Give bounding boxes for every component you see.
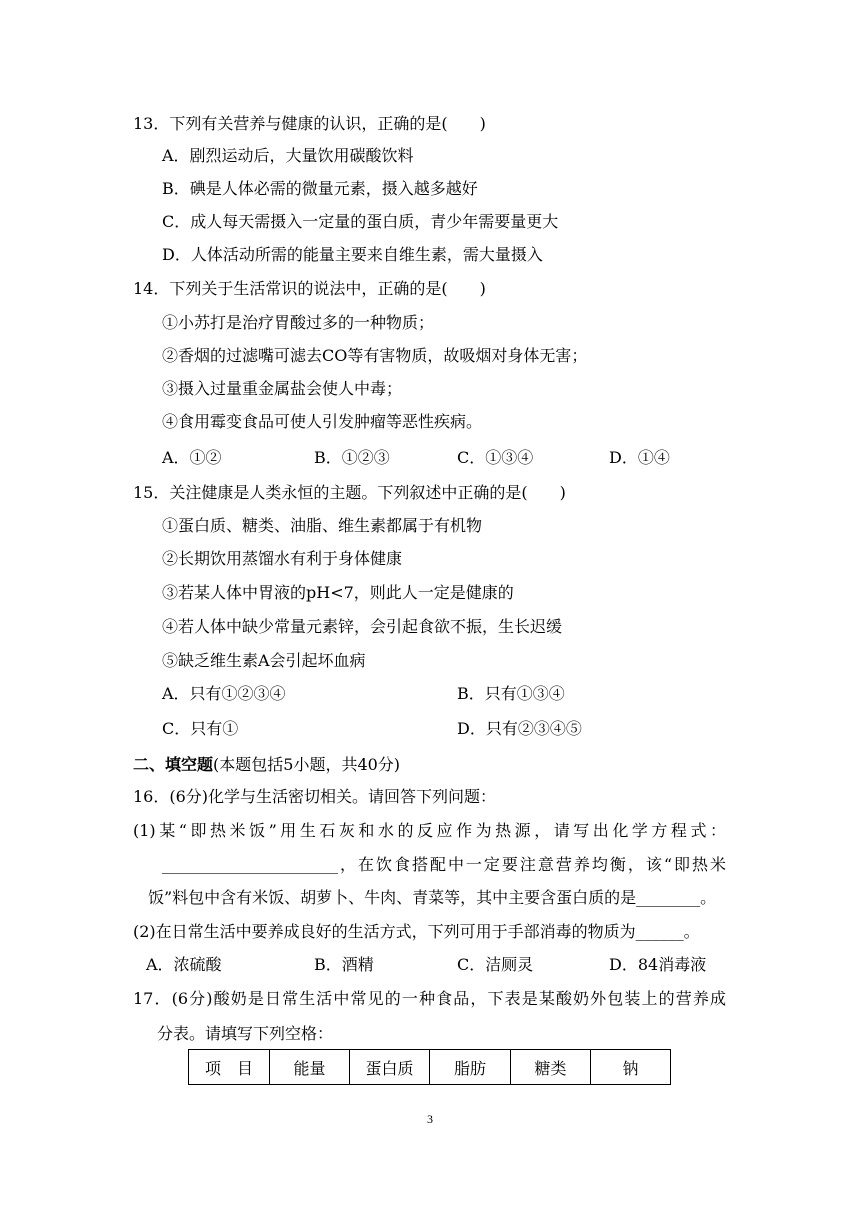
q16-part1-line2: ______________________，在饮食搭配中一定要注意营养均衡，该“即热米: [162, 855, 726, 874]
q15-stem: 15．关注健康是人类永恒的主题。下列叙述中正确的是( ): [133, 483, 566, 502]
table-header-cell: 脂肪: [430, 1050, 511, 1085]
q15-statement-2: ②长期饮用蒸馏水有利于身体健康: [162, 549, 403, 568]
q15-statement-3: ③若某人体中胃液的pH<7，则此人一定是健康的: [162, 583, 514, 602]
section-title: 二、填空题: [133, 755, 214, 774]
section-note: (本题包括5小题，共40分): [213, 755, 401, 774]
q13-stem: 13．下列有关营养与健康的认识，正确的是( ): [133, 114, 486, 133]
table-header-cell: 钠: [591, 1050, 671, 1085]
q15-option-d: D．只有②③④⑤: [457, 719, 582, 738]
q13-option-d: D．人体活动所需的能量主要来自维生素，需大量摄入: [162, 245, 543, 264]
q15-statement-4: ④若人体中缺少常量元素锌，会引起食欲不振，生长迟缓: [162, 617, 563, 636]
q16-stem: 16．(6分)化学与生活密切相关。请回答下列问题：: [133, 787, 497, 806]
q14-option-c: C．①③④: [457, 448, 534, 467]
q16-part1-line3: 饭”料包中含有米饭、胡萝卜、牛肉、青菜等，其中主要含蛋白质的是________。: [148, 888, 717, 907]
table-header-row: [189, 1050, 671, 1085]
q14-option-d: D．①④: [609, 448, 670, 467]
q15-option-c: C．只有①: [162, 719, 239, 738]
q16-option-b: B．酒精: [314, 955, 374, 974]
q14-statement-3: ③摄入过量重金属盐会使人中毒；: [162, 379, 403, 398]
q15-option-b: B．只有①③④: [457, 684, 565, 703]
table-header-cell: 糖类: [511, 1050, 591, 1085]
q15-statement-5: ⑤缺乏维生素A会引起坏血病: [162, 651, 366, 670]
q14-option-a: A．①②: [162, 448, 222, 467]
q14-option-b: B．①②③: [314, 448, 390, 467]
page-number: 3: [427, 1112, 433, 1126]
q13-option-b: B．碘是人体必需的微量元素，摄入越多越好: [162, 179, 478, 198]
table-header-cell: 项 目: [189, 1050, 270, 1085]
q16-part2: (2)在日常生活中要养成良好的生活方式，下列可用于手部消毒的物质为______。: [133, 922, 700, 941]
q13-option-c: C．成人每天需摄入一定量的蛋白质，青少年需要量更大: [162, 212, 559, 231]
q14-stem: 14．下列关于生活常识的说法中，正确的是( ): [133, 279, 486, 298]
q14-statement-2: ②香烟的过滤嘴可滤去CO等有害物质，故吸烟对身体无害；: [162, 346, 588, 365]
q17-stem-line1: 17．(6分)酸奶是日常生活中常见的一种食品，下表是某酸奶外包装上的营养成: [133, 989, 726, 1008]
q13-option-a: A．剧烈运动后，大量饮用碳酸饮料: [162, 146, 414, 165]
q15-statement-1: ①蛋白质、糖类、油脂、维生素都属于有机物: [162, 516, 483, 535]
q15-option-a: A．只有①②③④: [162, 684, 286, 703]
q17-stem-line2: 分表。请填写下列空格：: [157, 1024, 334, 1043]
q16-part1-line1: (1)某“即热米饭”用生石灰和水的反应作为热源，请写出化学方程式：: [133, 821, 726, 840]
table-header-cell: 能量: [270, 1050, 350, 1085]
section-heading: [133, 755, 400, 775]
table-header-cell: 蛋白质: [350, 1050, 430, 1085]
q14-statement-1: ①小苏打是治疗胃酸过多的一种物质；: [162, 313, 435, 332]
q16-option-c: C．洁厕灵: [457, 955, 534, 974]
nutrition-table: [188, 1049, 671, 1085]
q16-option-a: A．浓硫酸: [146, 955, 222, 974]
q16-option-d: D．84消毒液: [609, 955, 707, 974]
q14-statement-4: ④食用霉变食品可使人引发肿瘤等恶性疾病。: [162, 412, 483, 431]
